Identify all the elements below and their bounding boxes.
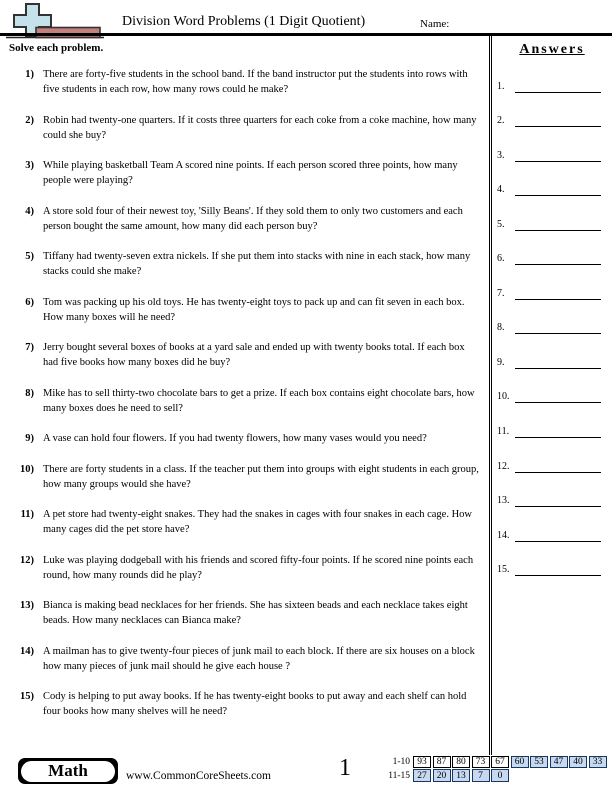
score-cell: 60 (511, 756, 529, 769)
score-cell: 0 (491, 769, 509, 782)
answer-blank-line[interactable] (515, 299, 601, 300)
problem-text: There are forty students in a class. If the teacher put them into groups with eight students in each group, how many groups would she have? (43, 463, 479, 490)
answer-blank-line[interactable] (515, 126, 601, 127)
score-cell: 47 (550, 756, 568, 769)
problem-number: 11) (20, 509, 34, 520)
score-cell: 27 (413, 769, 431, 782)
answer-blank-line[interactable] (515, 575, 601, 576)
main-area (0, 36, 612, 755)
answer-row-4 (492, 162, 612, 197)
answer-number: 12. (497, 460, 510, 472)
answer-row-3 (492, 127, 612, 162)
answer-row-7 (492, 265, 612, 300)
answer-number: 3. (497, 149, 505, 161)
answer-number: 15. (497, 564, 510, 576)
answer-number: 2. (497, 115, 505, 127)
problem-number: 14) (20, 645, 34, 657)
math-logo-label: Math (21, 761, 115, 782)
score-row-2 (376, 770, 608, 782)
score-cell: 87 (433, 756, 451, 769)
problem-item-14 (8, 644, 479, 674)
problem-item-4 (8, 204, 479, 234)
header (0, 0, 612, 34)
problems-column (0, 36, 489, 755)
score-cell: 80 (452, 756, 470, 769)
answer-blank-line[interactable] (515, 230, 601, 231)
math-logo (18, 758, 118, 784)
answer-blank-line[interactable] (515, 195, 601, 196)
problem-text: There are forty-five students in the school band. If the band instructor put the students into rows with five students in each row, how many rows could he make? (43, 69, 468, 95)
page-number: 1 (339, 755, 351, 781)
score-cell: 73 (472, 756, 490, 769)
problem-text: Mike has to sell thirty-two chocolate bars to get a prize. If each box contains eight chocolate bars, how many boxes does he need to sell? (43, 387, 475, 414)
answer-number: 5. (497, 218, 505, 230)
answer-blank-line[interactable] (515, 402, 601, 403)
answer-blank-line[interactable] (515, 506, 601, 507)
answer-row-1 (492, 58, 612, 93)
problem-number: 13) (20, 600, 34, 611)
answer-row-14 (492, 507, 612, 542)
answer-blank-line[interactable] (515, 437, 601, 438)
problem-text: A vase can hold four flowers. If you had twenty flowers, how many vases would you need? (43, 433, 427, 444)
score-row-1 (376, 756, 608, 768)
answer-row-5 (492, 196, 612, 231)
answer-number: 1. (497, 80, 505, 92)
problem-item-15 (8, 689, 479, 719)
problem-item-12 (8, 553, 479, 583)
footer (0, 755, 612, 792)
answer-number: 14. (497, 529, 510, 541)
problem-number: 4) (25, 205, 34, 217)
problem-item-8 (8, 386, 479, 416)
instruction-text: Solve each problem. (9, 42, 104, 54)
problem-number: 12) (20, 554, 34, 566)
problem-item-9 (8, 431, 479, 446)
problem-number: 5) (25, 251, 34, 262)
answer-row-2 (492, 93, 612, 128)
answer-number: 9. (497, 356, 505, 368)
answer-list (492, 58, 612, 576)
problem-text: A store sold four of their newest toy, 'Silly Beans'. If they sold them to only two customers and each person bought the same amount, how many did each person buy? (43, 205, 463, 232)
answer-blank-line[interactable] (515, 161, 601, 162)
answer-row-11 (492, 403, 612, 438)
problem-number: 7) (25, 342, 34, 353)
problem-text: Jerry bought several boxes of books at a yard sale and ended up with twenty books total. If each box had five books how many boxes did he buy? (43, 342, 465, 368)
problem-text: A pet store had twenty-eight snakes. They had the snakes in cages with four snakes in each cage. How many cages did the pet store have? (43, 509, 473, 535)
page-title: Division Word Problems (1 Digit Quotient) (122, 14, 366, 29)
problem-number: 1) (25, 69, 34, 80)
answer-blank-line[interactable] (515, 368, 601, 369)
answer-row-13 (492, 473, 612, 508)
problem-number: 15) (20, 691, 34, 702)
answer-blank-line[interactable] (515, 92, 601, 93)
score-row-label: 11-15 (388, 770, 410, 781)
name-label: Name: (420, 18, 450, 30)
answer-row-9 (492, 334, 612, 369)
score-cell: 93 (413, 756, 431, 769)
answer-blank-line[interactable] (515, 264, 601, 265)
score-cell: 13 (452, 769, 470, 782)
problem-text: Luke was playing dodgeball with his friends and scored fifty-four points. If he scored nine points each round, how many rounds did he play? (43, 554, 474, 581)
problem-item-1 (8, 67, 479, 97)
answer-blank-line[interactable] (515, 472, 601, 473)
problem-text: Cody is helping to put away books. If he has twenty-eight books to put away and each shelf can hold four books how many shelves will he need? (43, 691, 467, 717)
score-cell: 53 (530, 756, 548, 769)
answer-number: 4. (497, 184, 505, 196)
score-cell: 33 (589, 756, 607, 769)
answer-number: 8. (497, 322, 505, 334)
problem-item-3 (8, 158, 479, 188)
score-row-label: 1-10 (392, 757, 410, 767)
answer-row-8 (492, 300, 612, 335)
answer-number: 11. (497, 426, 510, 438)
problem-text: Bianca is making bead necklaces for her friends. She has sixteen beads and each necklace takes eight beads. How many necklaces can Bianca make? (43, 600, 468, 626)
answers-title: Answers (519, 42, 585, 57)
problem-number: 9) (25, 433, 34, 444)
score-cell: 40 (569, 756, 587, 769)
problem-number: 6) (25, 296, 34, 308)
answers-column (492, 36, 612, 755)
problem-item-7 (8, 340, 479, 370)
problem-text: Tom was packing up his old toys. He has twenty-eight toys to pack up and can fit seven in each box. How many boxes will he need? (43, 296, 465, 323)
problem-number: 10) (20, 463, 34, 475)
score-cell: 67 (491, 756, 509, 769)
score-table (376, 756, 608, 783)
answer-number: 6. (497, 253, 505, 265)
answer-number: 13. (497, 495, 510, 507)
answer-number: 7. (497, 287, 505, 299)
problem-text: A mailman has to give twenty-four pieces of junk mail to each block. If there are six houses on a block how many pieces of junk mail should he give each house ? (43, 645, 475, 672)
problem-item-6 (8, 295, 479, 325)
answer-row-10 (492, 369, 612, 404)
problem-text: Tiffany had twenty-seven extra nickels. If she put them into stacks with nine in each stack, how many stacks could she make? (43, 251, 471, 277)
problem-text: Robin had twenty-one quarters. If it costs three quarters for each coke from a coke machine, how many could she buy? (43, 114, 477, 141)
problem-item-11 (8, 507, 479, 537)
problem-text: While playing basketball Team A scored nine points. If each person scored three points, how many people were playing? (43, 160, 458, 186)
problem-number: 3) (25, 160, 34, 171)
problem-number: 2) (25, 114, 34, 126)
answer-blank-line[interactable] (515, 541, 601, 542)
problem-number: 8) (25, 387, 34, 399)
problem-item-13 (8, 598, 479, 628)
answer-row-15 (492, 542, 612, 577)
answer-blank-line[interactable] (515, 333, 601, 334)
score-cell: 20 (433, 769, 451, 782)
answer-number: 10. (497, 391, 510, 403)
answer-row-6 (492, 231, 612, 266)
problem-item-10 (8, 462, 479, 492)
site-url[interactable]: www.CommonCoreSheets.com (126, 770, 271, 782)
problem-item-5 (8, 249, 479, 279)
problem-item-2 (8, 113, 479, 143)
answer-row-12 (492, 438, 612, 473)
score-cell: 7 (472, 769, 490, 782)
